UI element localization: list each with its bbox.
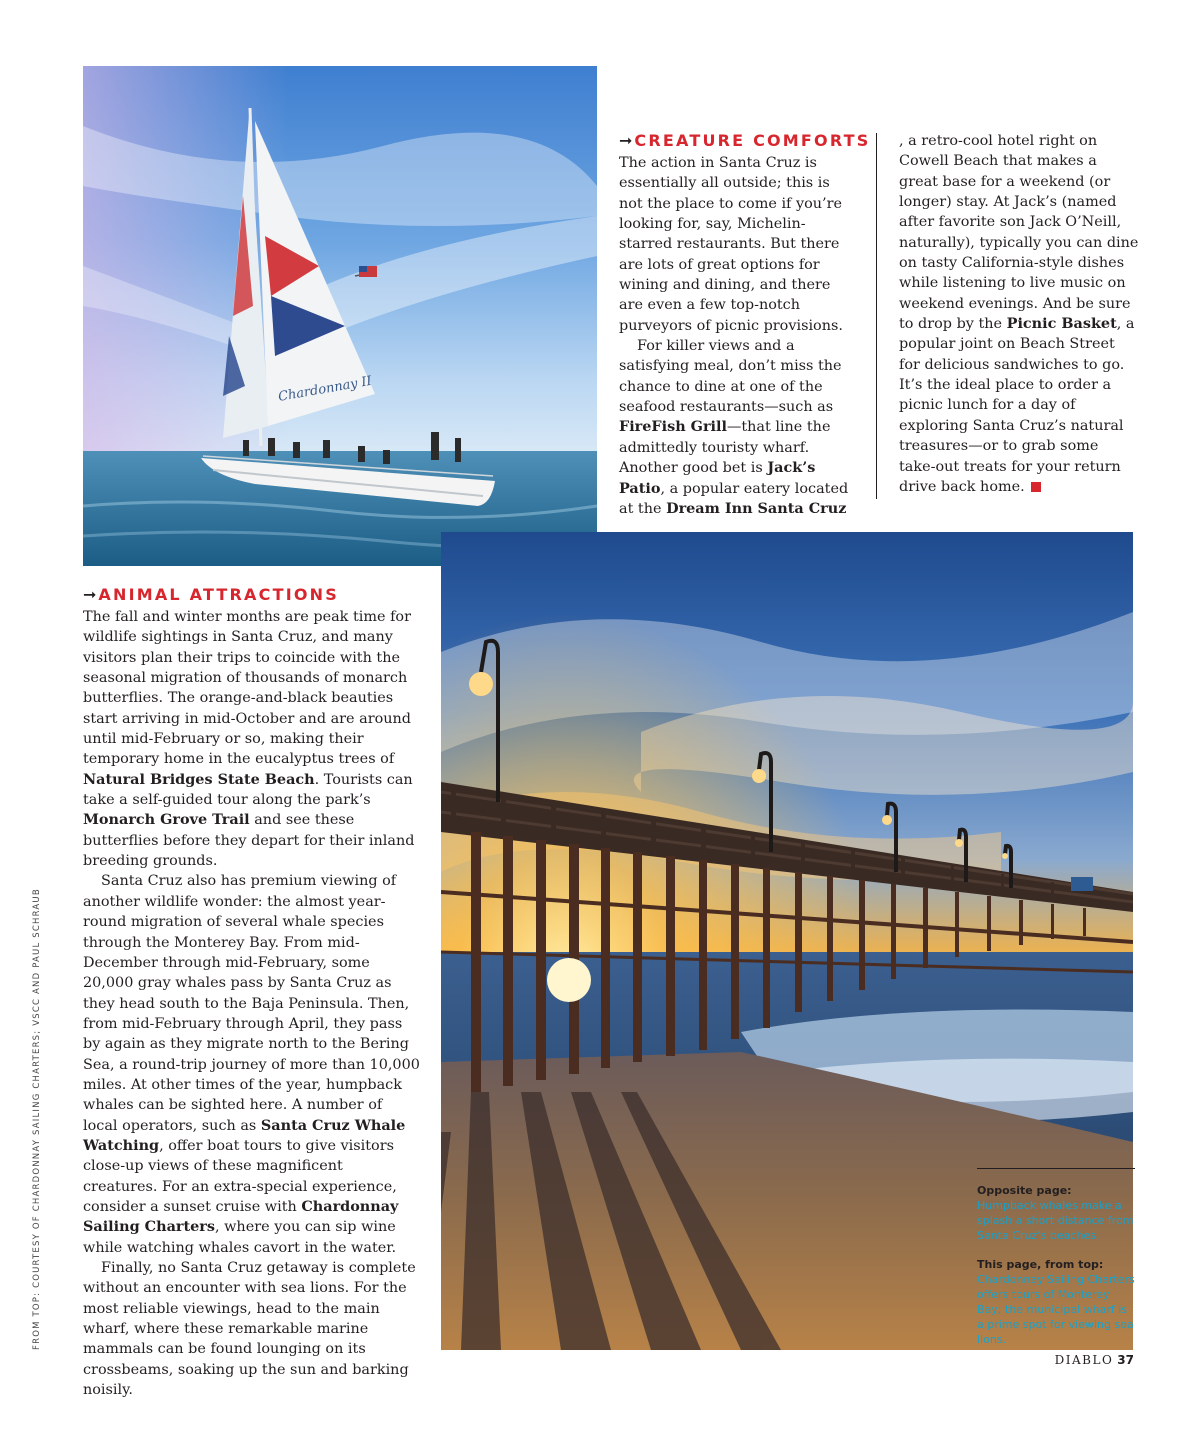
magazine-name: DIABLO xyxy=(1054,1353,1114,1367)
arrow-icon: ➞ xyxy=(83,585,97,604)
whale-watching: Santa Cruz Whale Watching xyxy=(83,1116,406,1154)
caption-this-page-label: This page, from top: xyxy=(977,1258,1104,1271)
end-mark-icon xyxy=(1031,482,1041,492)
caption-opposite-text: Humpback whales make a splash a short distance from Santa Cruz’s beaches. xyxy=(977,1199,1134,1242)
creature-comforts-heading: ➞ CREATURE COMFORTS xyxy=(619,131,871,150)
creature-paragraph-1: The action in Santa Cruz is essentially all outside; this is not the place to come if you’re looking for, say, Michelin-starred restaurants. But there are lots of great options for wining and dining, and there are even a few top-notch purveyors of picnic provisions. xyxy=(619,155,843,334)
photo-credit: FROM TOP: COURTESY OF CHARDONNAY SAILING CHARTERS; VSCC AND PAUL SCHRAUB xyxy=(32,888,42,1350)
chardonnay-charters: Chardonnay Sailing Charters xyxy=(83,1197,399,1236)
creature-paragraph-2-continued: , a retro-cool hotel right on Cowell Beach that makes a great base for a weekend (or longer) stay. At Jack’s (named after favorite son Jack O’Neill, naturally), typically you can dine on tasty California-style dishes while listening to live music on weekend evenings. And be sure to drop by the Picnic Basket, a popular joint on Beach Street for delicious sandwiches to go. It’s the ideal place to order a picnic lunch for a day of exploring Santa Cruz’s natural treasures—or to grab some take-out treats for your return drive back home. xyxy=(899,133,1139,495)
page-folio xyxy=(1055,1353,1134,1367)
creature-paragraph-2-start: For killer views and a satisfying meal, don’t miss the chance to dine at one of the seafood restaurants—such as FireFish Grill—that line the admittedly touristy wharf. Another good bet is Jack’s Patio, a popular eatery located at the Dream Inn Santa Cruz xyxy=(619,338,849,517)
photo-captions xyxy=(977,1168,1135,1361)
dream-inn: Dream Inn Santa Cruz xyxy=(666,499,847,517)
sailboat-photo xyxy=(83,66,597,566)
natural-bridges: Natural Bridges State Beach xyxy=(83,770,315,788)
firefish-grill: FireFish Grill xyxy=(619,418,727,436)
arrow-icon: ➞ xyxy=(619,131,633,150)
animal-paragraph-1: The fall and winter months are peak time for wildlife sightings in Santa Cruz, and many visitors plan their trips to coincide with the seasonal migration of thousands of monarch butterflies. The orange-and-black beauties start arriving in mid-October and are around until mid-February or so, making their temporary home in the eucalyptus trees of Natural Bridges State Beach. Tourists can take a self-guided tour along the park’s Monarch Grove Trail and see these butterflies before they depart for their inland breeding grounds. xyxy=(83,609,415,870)
sail-name: Chardonnay II xyxy=(277,373,373,405)
page-number: 37 xyxy=(1117,1353,1134,1367)
animal-attractions-heading: ➞ ANIMAL ATTRACTIONS xyxy=(83,585,339,604)
creature-comforts-column-1 xyxy=(619,131,871,519)
animal-paragraph-2: Santa Cruz also has premium viewing of another wildlife wonder: the almost year-round migration of several whale species through the Monterey Bay. From mid-December through mid-February, some 20,000 gray whales pass by Santa Cruz as they head south to the Baja Peninsula. Then, from mid-February through April, they pass by again as they migrate north to the Bering Sea, a round-trip journey of more than 10,000 miles. At other times of the year, humpback whales can be sighted here. A number of local operators, such as Santa Cruz Whale Watching, offer boat tours to give visitors close-up views of these magnificent creatures. For an extra-special experience, consider a sunset cruise with Chardonnay Sailing Charters, where you can sip wine while watching whales cavort in the water. xyxy=(83,873,420,1256)
jacks-patio: Jack’s Patio xyxy=(619,459,816,497)
caption-this-page-text: Chardonnay Sailing Charters offers tours of Monterey Bay; the municipal wharf is a prime spot for viewing sea lions. xyxy=(977,1273,1135,1346)
column-divider xyxy=(876,133,877,499)
animal-attractions-column xyxy=(83,585,421,1400)
animal-paragraph-3: Finally, no Santa Cruz getaway is complete without an encounter with sea lions. For the most reliable viewings, head to the main wharf, where these remarkable marine mammals can be found lounging on its crossbeams, soaking up the sun and barking noisily. xyxy=(83,1260,416,1399)
picnic-basket: Picnic Basket xyxy=(1006,315,1117,333)
monarch-grove-trail: Monarch Grove Trail xyxy=(83,811,250,829)
creature-comforts-column-2 xyxy=(899,131,1139,497)
caption-opposite-label: Opposite page: xyxy=(977,1184,1072,1197)
